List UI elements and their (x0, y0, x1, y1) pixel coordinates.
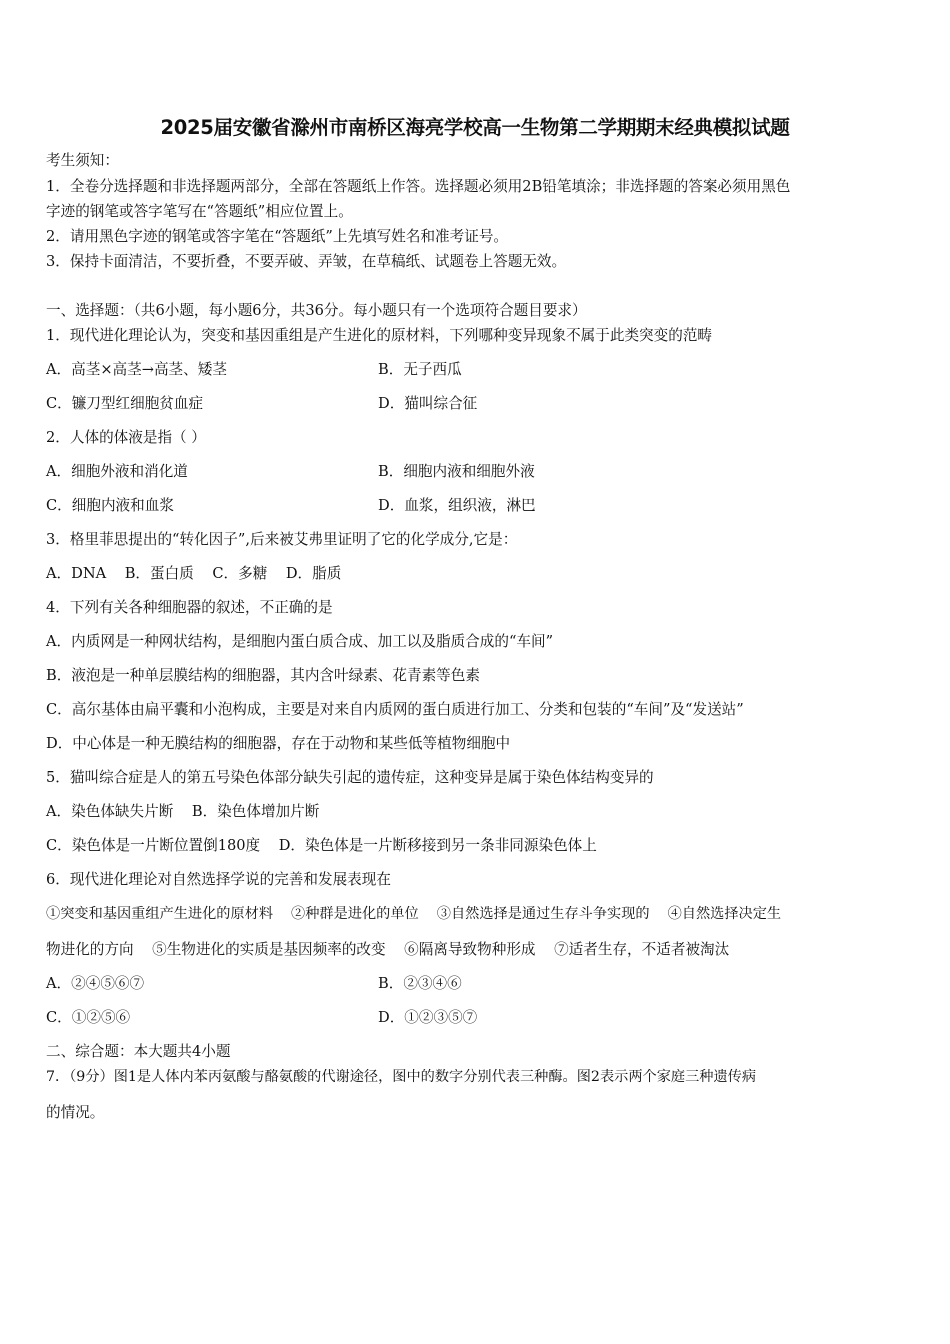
notice-item: 3．保持卡面清洁，不要折叠，不要弄破、弄皱，在草稿纸、试题卷上答题无效。 (46, 253, 567, 270)
question-2-option-d: D．血浆，组织液，淋巴 (378, 497, 536, 514)
question-6-option-a: A．②④⑤⑥⑦ (46, 975, 145, 992)
question-5-options-cd: C．染色体是一片断位置倒180度 D．染色体是一片断移接到另一条非同源染色体上 (46, 837, 597, 854)
question-4-option-b: B．液泡是一种单层膜结构的细胞器，其内含叶绿素、花青素等色素 (46, 667, 480, 684)
question-5-stem: 5．猫叫综合症是人的第五号染色体部分缺失引起的遗传症，这种变异是属于染色体结构变异的 (46, 769, 654, 786)
question-4-option-c: C．高尔基体由扁平囊和小泡构成，主要是对来自内质网的蛋白质进行加工、分类和包装的“车间”及“发送站” (46, 701, 744, 718)
question-1-option-a: A．高茎×高茎→高茎、矮茎 (46, 361, 227, 378)
question-1-option-b: B．无子西瓜 (378, 361, 462, 378)
section-heading-choice: 一、选择题：（共6小题，每小题6分，共36分。每小题只有一个选项符合题目要求） (46, 302, 587, 319)
notice-item: 字迹的钢笔或答字笔写在“答题纸”相应位置上。 (46, 203, 353, 220)
question-6-statements: ①突变和基因重组产生进化的原材料 ②种群是进化的单位 ③自然选择是通过生存斗争实现的 ④自然选择决定生 (46, 906, 782, 922)
question-6-statements: 物进化的方向 ⑤生物进化的实质是基因频率的改变 ⑥隔离导致物种形成 ⑦适者生存，不适者被淘汰 (46, 941, 730, 958)
question-7-stem: 7．（9分）图1是人体内苯丙氨酸与酪氨酸的代谢途径，图中的数字分别代表三种酶。图2表示两个家庭三种遗传病 (46, 1069, 757, 1085)
question-4-stem: 4．下列有关各种细胞器的叙述，不正确的是 (46, 599, 333, 616)
notice-heading: 考生须知： (46, 152, 119, 169)
notice-item: 2．请用黑色字迹的钢笔或答字笔在“答题纸”上先填写姓名和准考证号。 (46, 228, 509, 245)
question-6-option-b: B．②③④⑥ (378, 975, 462, 992)
question-2-option-a: A．细胞外液和消化道 (46, 463, 188, 480)
question-1-option-c: C．镰刀型红细胞贫血症 (46, 395, 204, 412)
question-6-option-c: C．①②⑤⑥ (46, 1009, 131, 1026)
question-2-stem: 2．人体的体液是指（ ） (46, 429, 206, 446)
question-3-options: A．DNA B．蛋白质 C．多糖 D．脂质 (46, 565, 342, 582)
page-title: 2025届安徽省滁州市南桥区海亮学校高一生物第二学期期末经典模拟试题 (160, 116, 790, 139)
question-5-options-ab: A．染色体缺失片断 B．染色体增加片断 (46, 803, 320, 820)
question-4-option-d: D．中心体是一种无膜结构的细胞器，存在于动物和某些低等植物细胞中 (46, 735, 511, 752)
question-4-option-a: A．内质网是一种网状结构，是细胞内蛋白质合成、加工以及脂质合成的“车间” (46, 633, 554, 650)
notice-item: 1．全卷分选择题和非选择题两部分，全部在答题纸上作答。选择题必须用2B铅笔填涂；非选择题的答案必须用黑色 (46, 178, 791, 195)
section-heading-comprehensive: 二、综合题：本大题共4小题 (46, 1043, 231, 1060)
question-3-stem: 3．格里菲思提出的“转化因子”,后来被艾弗里证明了它的化学成分,它是： (46, 531, 518, 548)
question-6-option-d: D．①②③⑤⑦ (378, 1009, 478, 1026)
question-2-option-c: C．细胞内液和血浆 (46, 497, 174, 514)
question-2-option-b: B．细胞内液和细胞外液 (378, 463, 535, 480)
question-7-stem: 的情况。 (46, 1104, 105, 1121)
question-1-option-d: D．猫叫综合征 (378, 395, 478, 412)
question-1-stem: 1．现代进化理论认为，突变和基因重组是产生进化的原材料，下列哪种变异现象不属于此类突变的范畴 (46, 327, 713, 344)
question-6-stem: 6．现代进化理论对自然选择学说的完善和发展表现在 (46, 871, 391, 888)
